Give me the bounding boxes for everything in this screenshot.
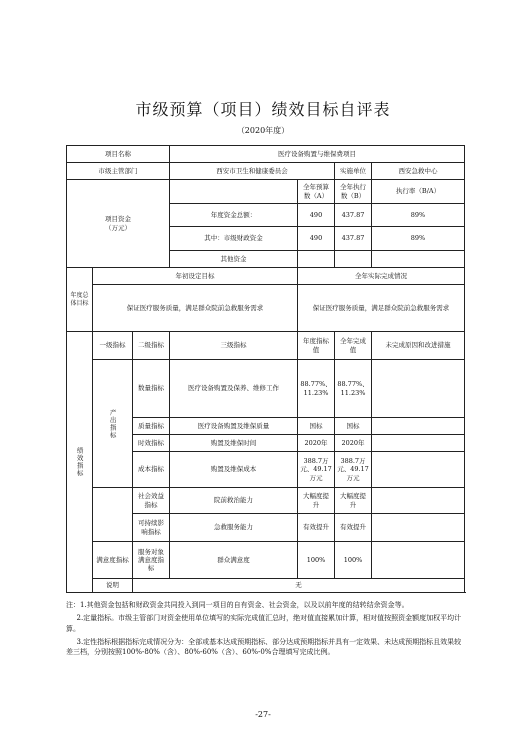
dept-value: 西安市卫生和健康委员会 [170,163,335,180]
indicator-reason [372,360,465,418]
indicator-reason [372,542,465,579]
remark-label: 说明 [93,579,133,593]
funds-exec-header: 全年执行数（B） [335,180,372,204]
indicator-l2: 质量指标 [133,418,170,435]
overall-actual-text: 保证医疗服务质量，满足群众院前急救服务需求 [298,285,465,332]
funds-row-exec: 437.87 [335,204,372,227]
funds-row-label: 其他资金 [170,251,298,268]
indicator-l3: 医疗设备购置及保养、维修工作 [170,360,298,418]
funds-blank-header [170,180,298,204]
indicator-actual: 100% [335,542,372,579]
indicator-l2: 数量指标 [133,360,170,418]
dept-label: 市级主管部门 [67,163,170,180]
funds-row-label: 年度资金总额： [170,204,298,227]
indicator-target: 有效提升 [298,514,335,542]
funds-row-budget [298,251,335,268]
header-l2: 二级指标 [133,332,170,360]
project-name-value: 医疗设备购置与维保费项目 [170,146,465,163]
indicator-target: 88.77%、11.23% [298,360,335,418]
funds-row-exec [335,251,372,268]
indicator-reason [372,514,465,542]
page-number: -27- [255,710,271,719]
indicator-l3: 购置及维保时间 [170,435,298,452]
funds-row-rate: 89% [372,204,465,227]
indicator-target: 2020年 [298,435,335,452]
indicator-reason [372,452,465,488]
funds-label: 项目资金 （万元） [67,180,170,268]
indicator-l3: 医疗设备购置及维保质量 [170,418,298,435]
footnote: 3.定性指标根据指标完成情况分为：全部或基本达成预期指标、部分达成预期指标并具有一定效果、未达成预期指标且效果较差三档，分别按照100%-80%（含）、80%-60%（含）、60%-0%合理填写完成比例。 [66,637,462,657]
funds-row-rate: 89% [372,227,465,251]
indicator-l3: 急救服务能力 [170,514,298,542]
effect-indicator-label [93,488,133,542]
output-indicator-label: 产出指标 [93,360,133,488]
funds-row-rate [372,251,465,268]
overall-actual-header: 全年实际完成情况 [298,268,465,285]
footnote: 注：1.其他资金包括和财政资金共同投入到同一项目的自有资金、社会资金，以及以前年度的结转结余资金等。 [66,601,409,609]
footnotes [66,600,466,660]
indicator-actual: 2020年 [335,435,372,452]
indicator-actual: 有效提升 [335,514,372,542]
indicator-l2: 时效指标 [133,435,170,452]
indicator-l3: 购置及维保成本 [170,452,298,488]
project-name-label: 项目名称 [67,146,170,163]
footnote: 2.定量指标。市级主管部门对资金使用单位填写的实际完成值汇总时，绝对值直接累加计算，相对值按照资金额度加权平均计算。 [66,613,462,633]
indicator-reason [372,435,465,452]
page-title: 市级预算（项目）绩效目标自评表 [135,100,391,119]
remark-value: 无 [133,579,465,593]
indicator-l2: 可持续影响指标 [133,514,170,542]
indicator-l3: 群众满意度 [170,542,298,579]
funds-rate-header: 执行率（B/A） [372,180,465,204]
header-target: 年度指标值 [298,332,335,360]
indicator-l2: 成本指标 [133,452,170,488]
indicator-reason [372,488,465,514]
funds-row-budget: 490 [298,204,335,227]
indicator-target: 大幅度提升 [298,488,335,514]
indicator-actual: 大幅度提升 [335,488,372,514]
overall-target-label: 年度总体目标 [67,268,93,332]
header-l1: 一级指标 [93,332,133,360]
header-actual: 全年完成值 [335,332,372,360]
indicator-actual: 388.7万元、49.17万元 [335,452,372,488]
indicator-actual: 88.77%、11.23% [335,360,372,418]
header-l3: 三级指标 [170,332,298,360]
funds-row-budget: 490 [298,227,335,251]
evaluation-table [66,145,465,593]
header-reason: 未完成原因和改进措施 [372,332,465,360]
indicator-reason [372,418,465,435]
indicator-target: 100% [298,542,335,579]
overall-planned-header: 年初设定目标 [93,268,298,285]
indicator-l2: 社会效益指标 [133,488,170,514]
year-label: （2020年度） [236,126,290,135]
impl-label: 实施单位 [335,163,372,180]
indicator-l2: 服务对象满意度指标 [133,542,170,579]
satisfaction-indicator-label: 满意度指标 [93,542,133,579]
indicator-target: 国标 [298,418,335,435]
overall-planned-text: 保证医疗服务质量，满足群众院前急救服务需求 [93,285,298,332]
funds-row-exec: 437.87 [335,227,372,251]
funds-budget-header: 全年预算数（A） [298,180,335,204]
indicator-l3: 院前救治能力 [170,488,298,514]
indicator-target: 388.7万元、49.17万元 [298,452,335,488]
funds-row-label: 其中：市级财政资金 [170,227,298,251]
impl-value: 西安急救中心 [372,163,465,180]
indicator-actual: 国标 [335,418,372,435]
indicators-label: 绩效指标 [67,332,93,593]
